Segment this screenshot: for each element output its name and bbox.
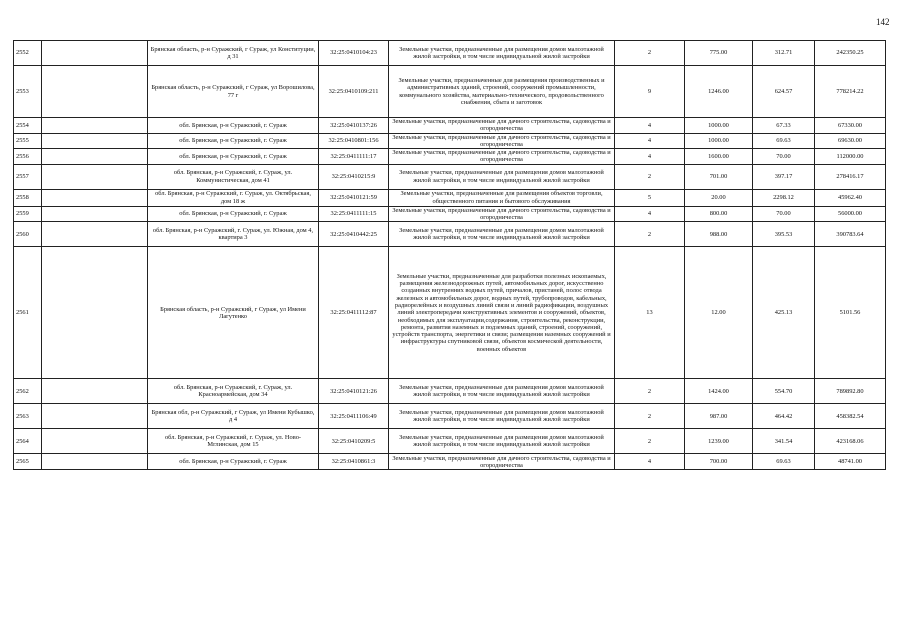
row-number: 2564 <box>14 429 42 454</box>
empty-cell <box>42 133 148 149</box>
cadastral-value: 45962.40 <box>815 189 886 206</box>
land-use-cell: Земельные участки, предназначенные для размещения домов малоэтажной жилой застройки, в том числе индивидуальной жилой застройки <box>389 222 615 247</box>
group-code: 2 <box>615 429 685 454</box>
specific-value: 341.54 <box>753 429 815 454</box>
table-row <box>14 66 886 118</box>
area-value: 1246.00 <box>685 66 753 118</box>
address-cell: обл. Брянская, р-н Суражский, г. Сураж, ул. Октябрьская, дом 18 ж <box>148 189 319 206</box>
cadastral-number: 32:25:0411106:49 <box>319 404 389 429</box>
specific-value: 69.63 <box>753 454 815 470</box>
empty-cell <box>42 118 148 134</box>
specific-value: 554.70 <box>753 379 815 404</box>
cadastral-value: 423168.06 <box>815 429 886 454</box>
cadastral-number: 32:25:0410121:59 <box>319 189 389 206</box>
cadastral-number: 32:25:0410104:23 <box>319 41 389 66</box>
address-cell: обл. Брянская, р-н Суражский, г. Сураж <box>148 133 319 149</box>
area-value: 1000.00 <box>685 133 753 149</box>
table-row <box>14 429 886 454</box>
cadastral-value: 69630.00 <box>815 133 886 149</box>
group-code: 2 <box>615 404 685 429</box>
specific-value: 624.57 <box>753 66 815 118</box>
table-row <box>14 189 886 206</box>
table-row <box>14 206 886 222</box>
specific-value: 70.00 <box>753 206 815 222</box>
area-value: 1239.00 <box>685 429 753 454</box>
row-number: 2559 <box>14 206 42 222</box>
empty-cell <box>42 247 148 379</box>
table-row <box>14 118 886 134</box>
address-cell: обл. Брянская, р-н Суражский, г. Сураж <box>148 149 319 165</box>
cadastral-number: 32:25:0410109:211 <box>319 66 389 118</box>
address-cell: обл. Брянская, р-н Суражский, г. Сураж, ул. Ново-Мглинская, дом 15 <box>148 429 319 454</box>
cadastral-number: 32:25:0410209:5 <box>319 429 389 454</box>
cadastral-number: 32:25:0410137:26 <box>319 118 389 134</box>
table-row <box>14 164 886 189</box>
cadastral-value: 778214.22 <box>815 66 886 118</box>
cadastral-value: 112000.00 <box>815 149 886 165</box>
land-use-cell: Земельные участки, предназначенные для дачного строительства, садоводства и огородничества <box>389 149 615 165</box>
specific-value: 464.42 <box>753 404 815 429</box>
row-number: 2565 <box>14 454 42 470</box>
area-value: 800.00 <box>685 206 753 222</box>
address-cell: обл. Брянская, р-н Суражский, г. Сураж, ул. Южная, дом 4, квартира 3 <box>148 222 319 247</box>
address-cell: обл. Брянская, р-н Суражский, г. Сураж, ул. Красноармейская, дом 34 <box>148 379 319 404</box>
land-use-cell: Земельные участки, предназначенные для размещения домов малоэтажной жилой застройки, в том числе индивидуальной жилой застройки <box>389 41 615 66</box>
table-row <box>14 133 886 149</box>
land-registry-table <box>13 40 886 470</box>
group-code: 2 <box>615 41 685 66</box>
cadastral-value: 390783.64 <box>815 222 886 247</box>
group-code: 5 <box>615 189 685 206</box>
specific-value: 425.13 <box>753 247 815 379</box>
empty-cell <box>42 429 148 454</box>
area-value: 1600.00 <box>685 149 753 165</box>
group-code: 9 <box>615 66 685 118</box>
table-row <box>14 41 886 66</box>
cadastral-value: 48741.00 <box>815 454 886 470</box>
row-number: 2552 <box>14 41 42 66</box>
land-use-cell: Земельные участки, предназначенные для размещения домов малоэтажной жилой застройки, в том числе индивидуальной жилой застройки <box>389 164 615 189</box>
table-row <box>14 222 886 247</box>
area-value: 988.00 <box>685 222 753 247</box>
empty-cell <box>42 189 148 206</box>
group-code: 2 <box>615 222 685 247</box>
cadastral-value: 278416.17 <box>815 164 886 189</box>
specific-value: 69.63 <box>753 133 815 149</box>
land-use-cell: Земельные участки, предназначенные для размещения домов малоэтажной жилой застройки, в том числе индивидуальной жилой застройки <box>389 429 615 454</box>
empty-cell <box>42 164 148 189</box>
address-cell: Брянская область, р-н Суражский, г Сураж, ул Конституции, д 31 <box>148 41 319 66</box>
specific-value: 312.71 <box>753 41 815 66</box>
specific-value: 70.00 <box>753 149 815 165</box>
table-body <box>14 41 886 470</box>
empty-cell <box>42 454 148 470</box>
row-number: 2561 <box>14 247 42 379</box>
row-number: 2557 <box>14 164 42 189</box>
area-value: 987.00 <box>685 404 753 429</box>
table-row <box>14 404 886 429</box>
empty-cell <box>42 149 148 165</box>
address-cell: Брянская область, р-н Суражский, г Сураж, ул Имени Лагутенко <box>148 247 319 379</box>
address-cell: обл. Брянская, р-н Суражский, г. Сураж <box>148 454 319 470</box>
area-value: 701.00 <box>685 164 753 189</box>
group-code: 13 <box>615 247 685 379</box>
table-row <box>14 454 886 470</box>
area-value: 775.00 <box>685 41 753 66</box>
group-code: 4 <box>615 118 685 134</box>
page-number: 142 <box>876 17 890 27</box>
cadastral-number: 32:25:0411111:17 <box>319 149 389 165</box>
address-cell: обл. Брянская, р-н Суражский, г. Сураж <box>148 206 319 222</box>
cadastral-value: 5101.56 <box>815 247 886 379</box>
row-number: 2554 <box>14 118 42 134</box>
cadastral-number: 32:25:0410442:25 <box>319 222 389 247</box>
empty-cell <box>42 206 148 222</box>
specific-value: 395.53 <box>753 222 815 247</box>
row-number: 2553 <box>14 66 42 118</box>
group-code: 4 <box>615 149 685 165</box>
cadastral-value: 242350.25 <box>815 41 886 66</box>
land-use-cell: Земельные участки, предназначенные для размещения домов малоэтажной жилой застройки, в том числе индивидуальной жилой застройки <box>389 404 615 429</box>
row-number: 2558 <box>14 189 42 206</box>
address-cell: Брянская обл, р-н Суражский, г Сураж, ул Имени Кубышко, д 4 <box>148 404 319 429</box>
empty-cell <box>42 404 148 429</box>
table-row <box>14 379 886 404</box>
row-number: 2555 <box>14 133 42 149</box>
cadastral-number: 32:25:0410215:9 <box>319 164 389 189</box>
table-row <box>14 149 886 165</box>
cadastral-value: 67330.00 <box>815 118 886 134</box>
address-cell: Брянская область, р-н Суражский, г Сураж, ул Ворошилова, 77 г <box>148 66 319 118</box>
empty-cell <box>42 379 148 404</box>
land-use-cell: Земельные участки, предназначенные для размещения домов малоэтажной жилой застройки, в том числе индивидуальной жилой застройки <box>389 379 615 404</box>
cadastral-number: 32:25:0411111:15 <box>319 206 389 222</box>
land-use-cell: Земельные участки, предназначенные для дачного строительства, садоводства и огородничества <box>389 118 615 134</box>
land-use-cell: Земельные участки, предназначенные для размещения производственных и административных зданий, строений, сооружений промышленности, коммунального хозяйства, материально-технического, продовольственного снабжения, сбыта и заготовок <box>389 66 615 118</box>
address-cell: обл. Брянская, р-н Суражский, г. Сураж, ул. Коммунистическая, дом 41 <box>148 164 319 189</box>
cadastral-value: 56000.00 <box>815 206 886 222</box>
group-code: 4 <box>615 133 685 149</box>
row-number: 2562 <box>14 379 42 404</box>
address-cell: обл. Брянская, р-н Суражский, г. Сураж <box>148 118 319 134</box>
specific-value: 2298.12 <box>753 189 815 206</box>
group-code: 4 <box>615 206 685 222</box>
row-number: 2560 <box>14 222 42 247</box>
empty-cell <box>42 66 148 118</box>
group-code: 2 <box>615 379 685 404</box>
group-code: 4 <box>615 454 685 470</box>
land-use-cell: Земельные участки, предназначенные для дачного строительства, садоводства и огородничества <box>389 133 615 149</box>
area-value: 1000.00 <box>685 118 753 134</box>
cadastral-value: 789892.80 <box>815 379 886 404</box>
cadastral-number: 32:25:0410121:26 <box>319 379 389 404</box>
table-row <box>14 247 886 379</box>
cadastral-value: 458382.54 <box>815 404 886 429</box>
row-number: 2563 <box>14 404 42 429</box>
land-use-cell: Земельные участки, предназначенные для дачного строительства, садоводства и огородничества <box>389 454 615 470</box>
land-use-cell: Земельные участки, предназначенные для разработки полезных ископаемых, размещения железнодорожных путей, автомобильных дорог, искусственно созданных внутренних водных путей, причалов, пристаней, полос отвода железных и автомобильных дорог, водных путей, трубопроводов, кабельных, радиорелейных и воздушных линий связи и линий радиофикации, воздушных линий электропередачи конструктивных элементов и сооружений, объектов, необходимых для эксплуатации,содержания, строительства, реконструкции, ремонта, развития наземных и подземных зданий, строений, сооружений, устройств транспорта, энергетики и связи; размещения наземных сооружений и инфраструктуры спутниковой связи, объектов космической деятельности, военных объектов <box>389 247 615 379</box>
group-code: 2 <box>615 164 685 189</box>
area-value: 12.00 <box>685 247 753 379</box>
empty-cell <box>42 222 148 247</box>
cadastral-number: 32:25:0410861:3 <box>319 454 389 470</box>
area-value: 1424.00 <box>685 379 753 404</box>
land-use-cell: Земельные участки, предназначенные для размещения объектов торговли, общественного питания и бытового обслуживания <box>389 189 615 206</box>
land-use-cell: Земельные участки, предназначенные для дачного строительства, садоводства и огородничества <box>389 206 615 222</box>
cadastral-number: 32:25:0410801:156 <box>319 133 389 149</box>
specific-value: 67.33 <box>753 118 815 134</box>
specific-value: 397.17 <box>753 164 815 189</box>
area-value: 20.00 <box>685 189 753 206</box>
area-value: 700.00 <box>685 454 753 470</box>
empty-cell <box>42 41 148 66</box>
row-number: 2556 <box>14 149 42 165</box>
cadastral-number: 32:25:0411112:87 <box>319 247 389 379</box>
